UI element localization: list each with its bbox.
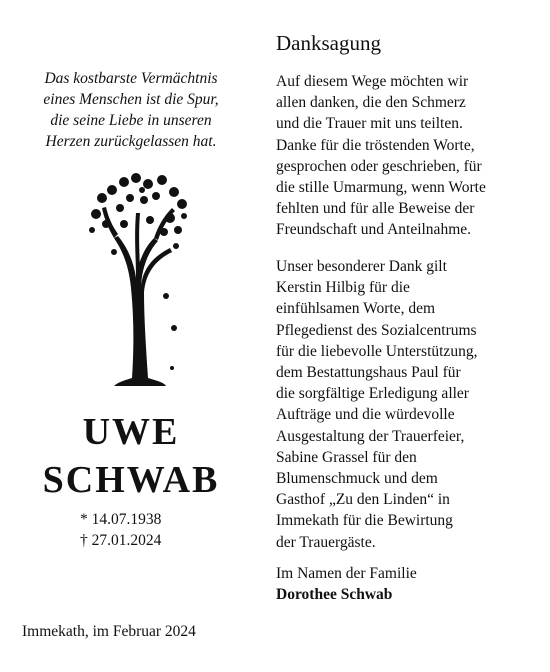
quote-line: Das kostbarste Vermächtnis [44, 70, 218, 87]
signature-intro: Im Namen der Familie [276, 565, 417, 582]
quote-line: die seine Liebe in unseren [50, 112, 212, 129]
text-line: Unser besonderer Dank gilt [276, 258, 447, 275]
text-line: Kerstin Hilbig für die [276, 279, 410, 297]
text-line: Sabine Grassel für den [276, 448, 417, 466]
text-line: die sorgfältige Erledigung aller [276, 385, 469, 403]
text-line: fehlten und für alle Beweise der [276, 200, 475, 218]
deceased-last-name: SCHWAB [42, 459, 220, 501]
text-line: Danke für die tröstenden Worte, [276, 136, 475, 154]
text-line: und die Trauer mit uns teilten. [276, 115, 463, 133]
right-column [276, 0, 544, 672]
left-column [0, 0, 262, 672]
text-line: Immekath für die Bewirtung [276, 512, 453, 530]
text-line: Auf diesem Wege möchten wir [276, 73, 469, 90]
text-line: gesprochen oder geschrieben, für [276, 157, 482, 175]
text-line: Gasthof „Zu den Linden“ in [276, 491, 450, 509]
text-line: Blumenschmuck und dem [276, 470, 438, 488]
quote-line: eines Menschen ist die Spur, [43, 91, 219, 108]
text-line: der Trauergäste. [276, 533, 376, 551]
text-line: einfühlsamen Worte, dem [276, 300, 436, 318]
text-line: die stille Umarmung, wenn Worte [276, 179, 486, 197]
text-line: Pflegedienst des Sozialcentrums [276, 321, 477, 339]
text-line: Ausgestaltung der Trauerfeier, [276, 427, 465, 445]
memorial-quote [0, 68, 262, 152]
text-line: Aufträge und die würdevolle [276, 406, 455, 424]
death-date: † 27.01.2024 [80, 532, 162, 549]
signature-name: Dorothee Schwab [276, 586, 393, 603]
text-line: dem Bestattungshaus Paul für [276, 364, 461, 382]
deceased-first-name: UWE [82, 411, 180, 453]
place-and-date: Immekath, im Februar 2024 [22, 623, 196, 640]
birth-date: * 14.07.1938 [80, 511, 162, 528]
page-title: Danksagung [276, 31, 381, 55]
text-line: Freundschaft und Anteilnahme. [276, 221, 471, 239]
life-dates [80, 509, 161, 551]
thanks-paragraph-2 [276, 256, 477, 553]
quote-line: Herzen zurückgelassen hat. [45, 133, 217, 150]
thanks-paragraph-1 [276, 71, 486, 241]
text-line: für die liebevolle Unterstützung, [276, 342, 478, 360]
text-line: allen danken, die den Schmerz [276, 94, 466, 112]
tree-icon [84, 168, 194, 388]
